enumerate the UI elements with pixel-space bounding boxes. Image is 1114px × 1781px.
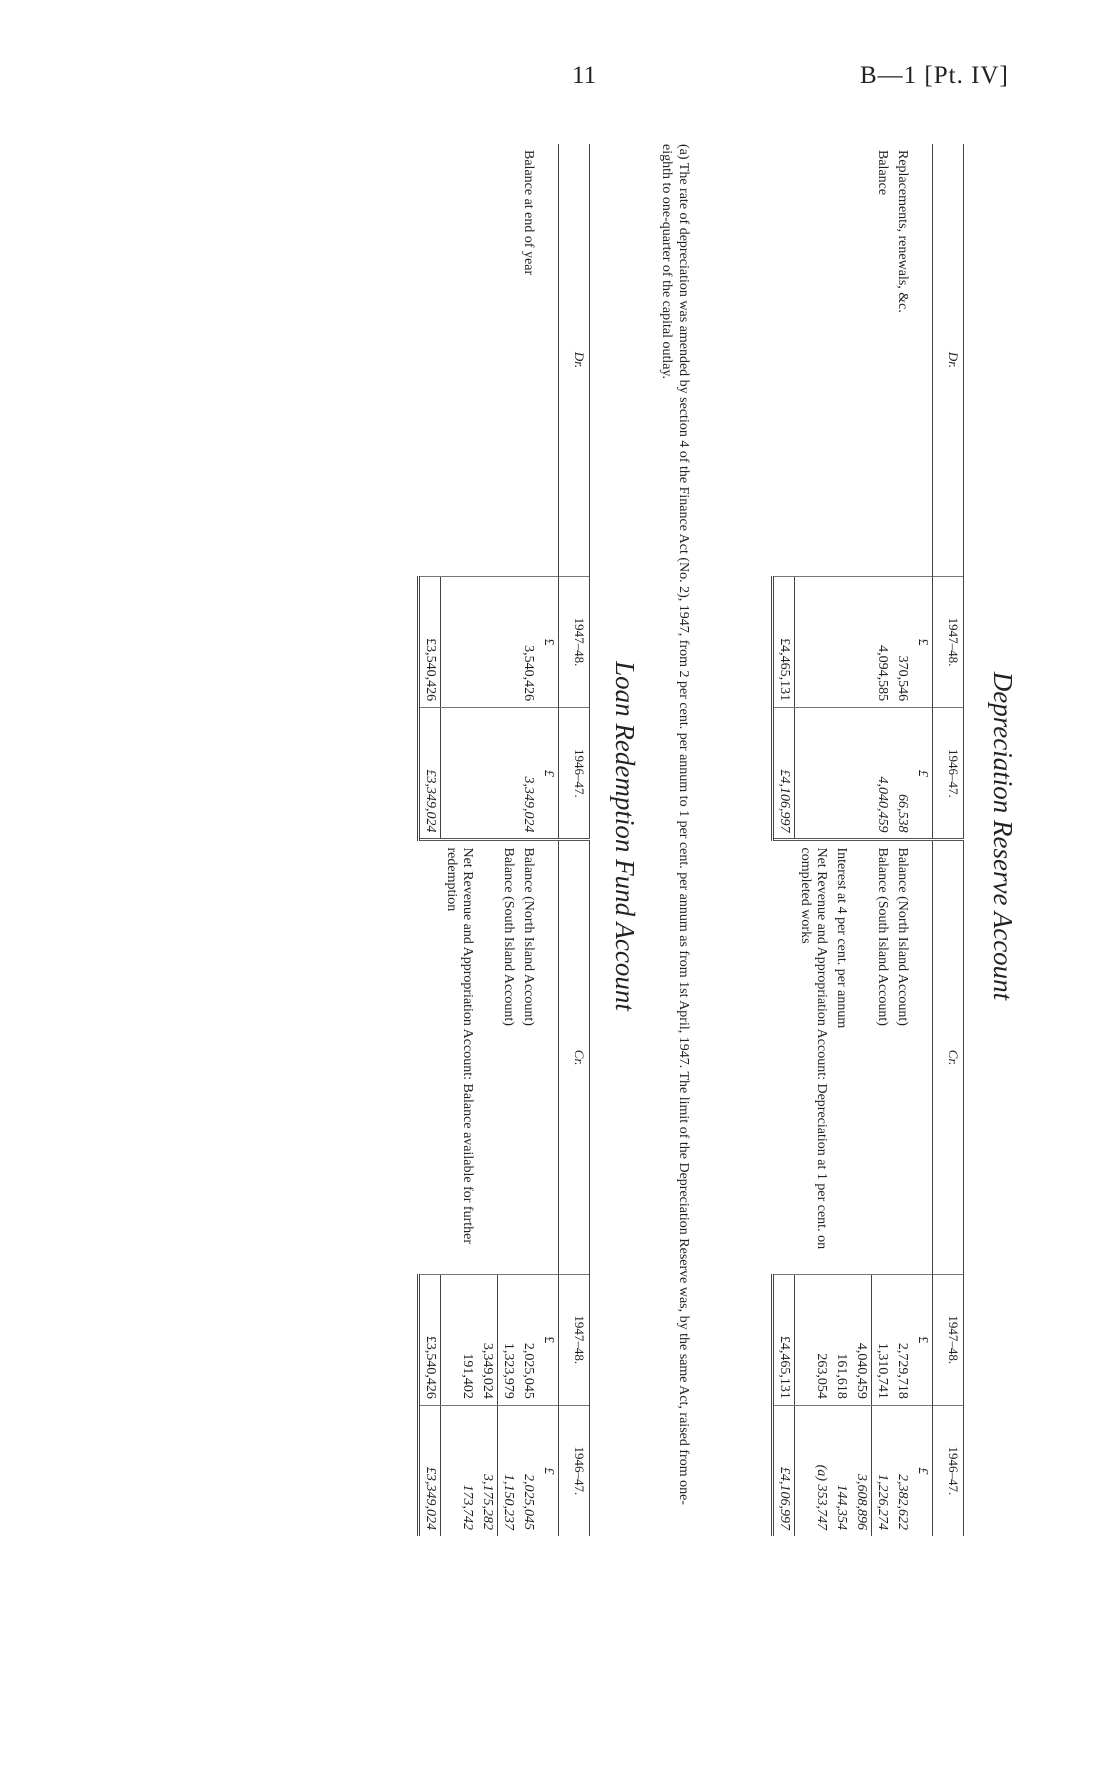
cr-item-label: Interest at 4 per cent. per annum	[831, 840, 851, 1274]
total-row	[773, 144, 795, 1536]
table-row	[851, 144, 872, 1536]
depreciation-table	[772, 144, 965, 1536]
footnote: (a) The rate of depreciation was amended by section 4 of the Finance Act (No. 2), 1947, from 2 per cent. per annum to 1 per cent. per annum as from 1st April, 1947. The limit of the Depreciation Reserve was, by the same Act, raised from one-eighth to one-quarter of the capital outlay.	[659, 144, 691, 1505]
table-row	[872, 144, 893, 1536]
subtotal-cell: 3,175,282	[477, 1405, 498, 1536]
loan-redemption-title: Loan Redemption Fund Account	[610, 661, 640, 1011]
value-cell: 2,025,045	[518, 1405, 538, 1536]
value-cell: 191,402	[441, 1274, 477, 1405]
value-cell: 2,729,718	[892, 1274, 912, 1405]
subtotal-cell: 3,349,024	[477, 1274, 498, 1405]
total-cell: £4,106,997	[773, 1405, 795, 1536]
pound-sign: £	[912, 1274, 933, 1405]
value-cell: 4,040,459	[872, 708, 893, 840]
value-cell: 66,538	[892, 708, 912, 840]
loan-redemption-table	[418, 144, 591, 1536]
pound-sign: £	[538, 1405, 559, 1536]
total-row	[419, 144, 441, 1536]
value-cell: (a) 353,747	[795, 1405, 831, 1536]
year2-header: 1946–47.	[933, 1405, 964, 1536]
cr-item-label: Balance (North Island Account)	[892, 840, 912, 1274]
pound-sign: £	[538, 708, 559, 840]
page-number: 11	[572, 62, 597, 89]
pound-row	[538, 144, 559, 1536]
value-cell: 3,540,426	[518, 576, 538, 707]
total-cell: £4,465,131	[773, 1274, 795, 1405]
year1-header: 1947–48.	[559, 1274, 590, 1405]
value-cell: 1,323,979	[498, 1274, 519, 1405]
year2-header: 1946–47.	[933, 708, 964, 840]
value-cell: 263,054	[795, 1274, 831, 1405]
table-row	[795, 144, 831, 1536]
total-cell: £3,349,024	[419, 1405, 441, 1536]
cr-item-label: Balance (North Island Account)	[518, 840, 538, 1274]
dr-item-label: Balance at end of year	[521, 150, 536, 276]
pound-sign: £	[538, 576, 559, 707]
pound-sign: £	[912, 1405, 933, 1536]
table-row	[518, 144, 538, 1536]
subtotal-cell: 4,040,459	[851, 1274, 872, 1405]
pound-row	[912, 144, 933, 1536]
depreciation-title: Depreciation Reserve Account	[988, 671, 1018, 1001]
pound-sign: £	[912, 708, 933, 840]
year1-header: 1947–48.	[559, 576, 590, 707]
table-row	[441, 144, 477, 1536]
cr-header: Cr.	[933, 840, 964, 1274]
subtotal-cell: 3,608,896	[851, 1405, 872, 1536]
total-cell: £3,540,426	[419, 1274, 441, 1405]
total-cell: £3,540,426	[419, 576, 441, 707]
value-cell: 1,310,741	[872, 1274, 893, 1405]
value-cell: 173,742	[441, 1405, 477, 1536]
cr-item-label: Balance (South Island Account)	[498, 840, 519, 1274]
document-reference: B—1 [Pt. IV]	[860, 62, 1009, 89]
value-cell: 2,382,622	[892, 1405, 912, 1536]
cr-item-label: Net Revenue and Appropriation Account: Depreciation at 1 per cent. on completed works	[795, 840, 831, 1274]
total-cell: £4,106,997	[773, 708, 795, 840]
value-cell: 161,618	[831, 1274, 851, 1405]
year2-header: 1946–47.	[559, 708, 590, 840]
pound-sign: £	[538, 1274, 559, 1405]
cr-item-label: Balance (South Island Account)	[872, 840, 893, 1274]
table-row	[831, 144, 851, 1536]
value-cell: 370,546	[892, 576, 912, 707]
header-row	[559, 144, 590, 1536]
value-cell: 2,025,045	[518, 1274, 538, 1405]
dr-header: Dr.	[933, 144, 964, 576]
year1-header: 1947–48.	[933, 576, 964, 707]
dr-item-label: Balance	[875, 150, 890, 196]
header-row	[933, 144, 964, 1536]
cr-item-label: Net Revenue and Appropriation Account: Balance available for further redemption	[441, 840, 477, 1274]
total-cell: £4,465,131	[773, 576, 795, 707]
total-cell: £3,349,024	[419, 708, 441, 840]
value-cell: 1,226,274	[872, 1405, 893, 1536]
table-row	[498, 144, 519, 1536]
value-cell: 4,094,585	[872, 576, 893, 707]
rotated-page-content	[338, 136, 1038, 1536]
table-row	[892, 144, 912, 1536]
value-cell: 3,349,024	[518, 708, 538, 840]
pound-sign: £	[912, 576, 933, 707]
year1-header: 1947–48.	[933, 1274, 964, 1405]
dr-item-label: Replacements, renewals, &c.	[895, 150, 910, 313]
value-cell: 1,150,237	[498, 1405, 519, 1536]
cr-header: Cr.	[559, 840, 590, 1274]
dr-header: Dr.	[559, 144, 590, 576]
value-cell: 144,354	[831, 1405, 851, 1536]
table-row	[477, 144, 498, 1536]
year2-header: 1946–47.	[559, 1405, 590, 1536]
